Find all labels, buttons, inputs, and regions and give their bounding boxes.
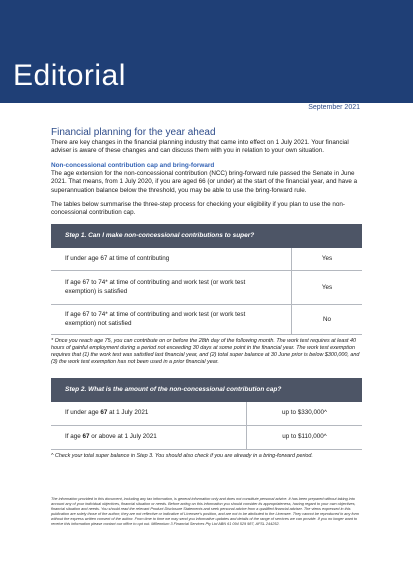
ncc-paragraph: The age extension for the non-concessional contribution (NCC) bring-forward rule passed the Senate in June 2021. That means, from 1 July 2020, if you are aged 66 (or under) at the start of the financial year, and have a superannuation balance below the threshold, you may be able to use the bring-forward rule. [51, 169, 358, 194]
disclaimer-footer: The information provided in this document, including any tax information, is general information only and does not constitute personal advice. It has been prepared without taking into account any of your individual objectives, financial situation or needs. Before acting on this information you should consider its appropriateness, having regard to your own objectives, financial situation and needs. You should read the relevant Product Disclosure Statements and seek personal advice from a qualified financial adviser. The views expressed in this publication are solely those of the author; they are not reflective or indicative of Licensee's position, and are not to be attributed to the Licensee. They cannot be reproduced in any form without the express written consent of the author. From time to time we may send you informative updates and details of the range of services we can provide. If you no longer want to receive this information please contact our office to opt out. Millennium 3 Financial Services Pty Ltd ABN 61 094 529 987, AFSL 244252. [51, 497, 360, 526]
banner-title: Editorial [13, 59, 126, 92]
table-row [51, 426, 362, 450]
table-cell-value: up to $330,000^ [247, 402, 363, 426]
table-cell-value: Yes [292, 248, 363, 271]
article-body [51, 127, 362, 460]
table-row [51, 248, 362, 271]
step2-table [51, 378, 362, 451]
table-cell-label: If age 67 to 74* at time of contributing and work test (or work test exemption) not satisfied [51, 305, 292, 335]
article-heading: Financial planning for the year ahead [51, 127, 216, 138]
table-row [51, 402, 362, 426]
issue-date: September 2021 [308, 104, 360, 111]
step1-table [51, 224, 362, 336]
table-cell-value: No [292, 305, 363, 335]
step2-footnote: ^ Check your total super balance in Step 3. You should also check if you are already in a bring-forward period. [51, 453, 313, 460]
table-cell-value: Yes [292, 271, 363, 305]
table-cell-value: up to $110,000^ [247, 426, 363, 450]
table-cell-label: If age 67 or above at 1 July 2021 [51, 426, 247, 450]
step1-header-row [51, 224, 362, 248]
step2-header: Step 2. What is the amount of the non-concessional contribution cap? [65, 386, 282, 394]
table-cell-label: If under age 67 at time of contributing [51, 248, 292, 271]
intro-paragraph: There are key changes in the financial planning industry that came into effect on 1 July 2021. Your financial adviser is aware of these changes and can discuss them with you in relation to your own situation. [51, 139, 349, 155]
header-banner [0, 0, 413, 103]
step2-header-row [51, 378, 362, 402]
table-row [51, 271, 362, 305]
table-cell-label: If age 67 to 74* at time of contributing and work test (or work test exemption) is satisfied [51, 271, 292, 305]
table-row [51, 305, 362, 335]
step1-footnote: * Once you reach age 75, you can contribute on or before the 28th day of the following month. The work test requires at least 40 hours of gainful employment during a period not exceeding 30 days at some point in the financial year. The work test exemption requires that (1) the work test was satisfied last financial year, and (2) total super balance at 30 June prior is below $300,000, and (3) the work test exemption has not been used in a prior financial year. [51, 338, 360, 365]
section-subheading: Non-concessional contribution cap and bring-forward [51, 161, 215, 169]
tables-intro-paragraph: The tables below summarise the three-step process for checking your eligibility if you plan to use the non-concessional contribution cap. [51, 201, 346, 217]
step1-header: Step 1. Can I make non-concessional contributions to super? [65, 232, 255, 240]
table-cell-label: If under age 67 at 1 July 2021 [51, 402, 247, 426]
